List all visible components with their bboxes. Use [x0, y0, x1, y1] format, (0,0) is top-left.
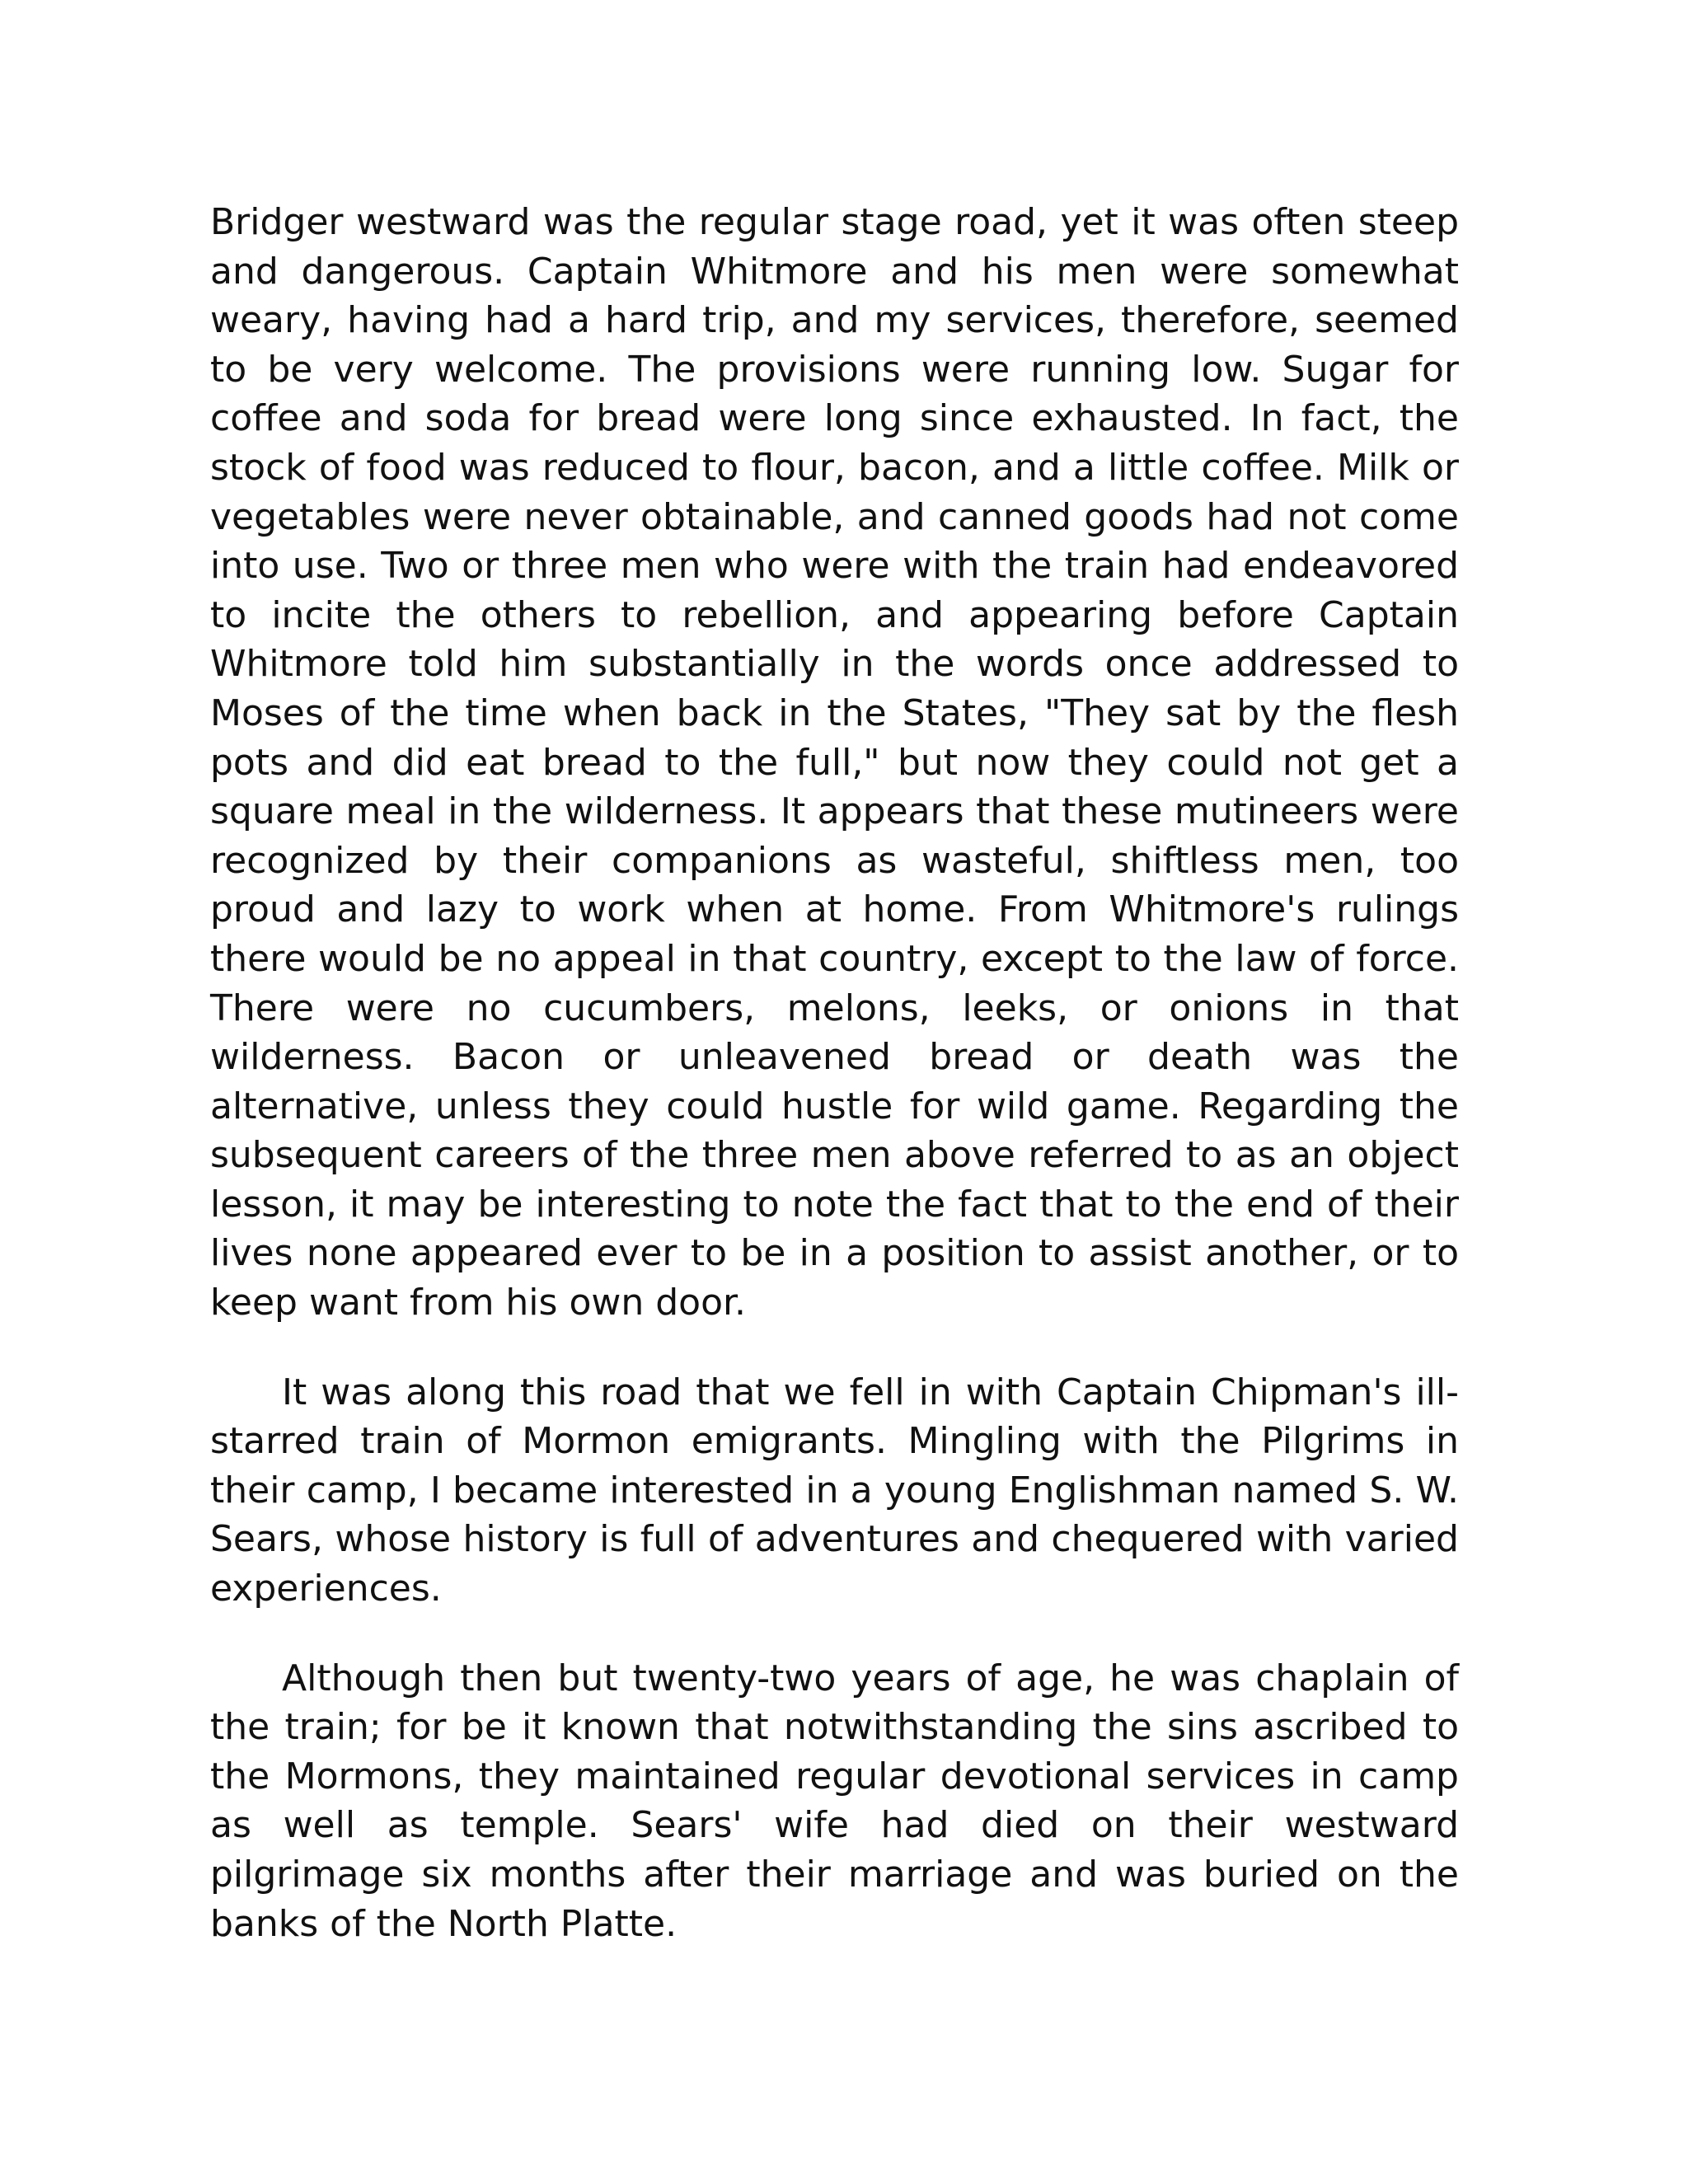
- paragraph-1: Bridger westward was the regular stage road, yet it was often steep and dangerous. Captain Whitmore and his men were somewhat weary, having had a hard trip, and my services, therefore, seemed to be very welcome. The provisions were running low. Sugar for coffee and soda for bread were long since exhausted. In fact, the stock of food was reduced to flour, bacon, and a little coffee. Milk or vegetables were never obtainable, and canned goods had not come into use. Two or three men who were with the train had endeavored to incite the others to rebellion, and appearing before Captain Whitmore told him substantially in the words once addressed to Moses of the time when back in the States, "They sat by the flesh pots and did eat bread to the full," but now they could not get a square meal in the wilderness. It appears that these mutineers were recognized by their companions as wasteful, shiftless men, too proud and lazy to work when at home. From Whitmore's rulings there would be no appeal in that country, except to the law of force. There were no cucumbers, melons, leeks, or onions in that wilderness. Bacon or unleavened bread or death was the alternative, unless they could hustle for wild game. Regarding the subsequent careers of the three men above referred to as an object lesson, it may be interesting to note the fact that to the end of their lives none appeared ever to be in a position to assist another, or to keep want from his own door.: [210, 201, 1459, 1324]
- paragraph-3: Although then but twenty-two years of age, he was chaplain of the train; for be it known that notwithstanding the sins ascribed to the Mormons, they maintained regular devotional services in camp as well as temple. Sears' wife had died on their westward pilgrimage six months after their marriage and was buried on the banks of the North Platte.: [210, 1657, 1459, 1945]
- paragraph-2: It was along this road that we fell in with Captain Chipman's ill-starred train of Mormon emigrants. Mingling with the Pilgrims in their camp, I became interested in a young Englishman named S. W. Sears, whose history is full of adventures and chequered with varied experiences.: [210, 1371, 1459, 1610]
- document-page: [210, 198, 1459, 1989]
